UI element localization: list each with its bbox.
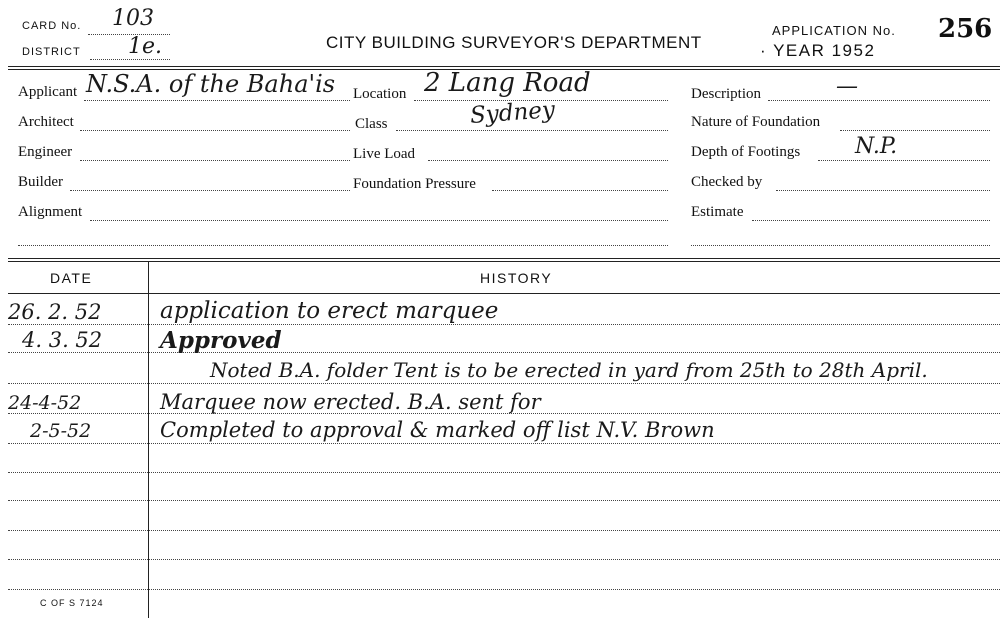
history-text: application to erect marquee xyxy=(160,298,499,324)
foundation-pressure-dotline xyxy=(492,190,668,191)
foundation-pressure-label: Foundation Pressure xyxy=(353,176,476,192)
alignment-dotline-2 xyxy=(18,245,668,246)
history-rule-top-2 xyxy=(8,261,1000,262)
history-date: 24-4-52 xyxy=(8,392,82,414)
depth-of-footings-label: Depth of Footings xyxy=(691,144,801,160)
builder-dotline xyxy=(70,190,350,191)
engineer-dotline xyxy=(80,160,350,161)
estimate-label: Estimate xyxy=(691,204,744,220)
description-dotline xyxy=(768,100,990,101)
applicant-dotline xyxy=(84,100,350,101)
description-value: — xyxy=(836,74,858,99)
history-text: Noted B.A. folder Tent is to be erected in yard from 25th to 28th April. xyxy=(210,358,928,382)
nature-of-foundation-label: Nature of Foundation xyxy=(691,114,821,130)
history-row-line xyxy=(8,472,1000,473)
estimate-dotline-2 xyxy=(691,245,990,246)
history-text: Completed to approval & marked off list N.V. Brown xyxy=(160,418,715,442)
history-date: 26. 2. 52 xyxy=(8,300,102,324)
location-value: 2 Lang Road xyxy=(424,68,591,98)
alignment-label: Alignment xyxy=(18,204,83,220)
checked-by-dotline xyxy=(776,190,990,191)
depth-of-footings-dotline xyxy=(818,160,990,161)
history-row-line xyxy=(8,559,1000,560)
nature-of-foundation-dotline xyxy=(840,130,990,131)
header-rule-top xyxy=(8,66,1000,67)
builder-label: Builder xyxy=(18,174,63,190)
applicant-value: N.S.A. of the Baha'is xyxy=(86,70,336,98)
form-code: C OF S 7124 xyxy=(40,598,104,608)
district-value: 1e. xyxy=(128,34,163,59)
history-row-line xyxy=(8,383,1000,384)
estimate-dotline xyxy=(752,220,990,221)
card-no-value: 103 xyxy=(112,6,154,31)
card-no-label: CARD No. xyxy=(22,20,82,32)
department-title: CITY BUILDING SURVEYOR'S DEPARTMENT xyxy=(326,33,702,52)
alignment-dotline xyxy=(90,220,668,221)
engineer-label: Engineer xyxy=(18,144,73,160)
location-label: Location xyxy=(353,86,407,102)
district-label: DISTRICT xyxy=(22,46,81,58)
depth-of-footings-value: N.P. xyxy=(855,134,898,159)
history-date: 4. 3. 52 xyxy=(22,328,103,352)
history-row-line xyxy=(8,589,1000,590)
application-no-value: 256 xyxy=(938,14,993,44)
history-date: 2-5-52 xyxy=(30,420,92,442)
history-row-line xyxy=(8,530,1000,531)
history-column-header: HISTORY xyxy=(480,270,553,286)
history-rule-top xyxy=(8,258,1000,259)
history-row-line xyxy=(8,500,1000,501)
history-row-line xyxy=(8,443,1000,444)
history-row-line xyxy=(8,352,1000,353)
history-header-rule xyxy=(8,293,1000,294)
district-dotline xyxy=(90,59,170,60)
history-row-line xyxy=(8,324,1000,325)
class-value: Sydney xyxy=(469,97,556,129)
application-no-label: APPLICATION No. xyxy=(772,23,896,38)
year-text: YEAR 1952 xyxy=(773,41,876,60)
class-dotline xyxy=(396,130,668,131)
history-text: Marquee now erected. B.A. sent for xyxy=(160,390,541,414)
architect-dotline xyxy=(80,130,350,131)
architect-label: Architect xyxy=(18,114,74,130)
year-label: · YEAR 1952 xyxy=(760,41,876,60)
date-column-divider xyxy=(148,262,149,618)
checked-by-label: Checked by xyxy=(691,174,763,190)
live-load-dotline xyxy=(428,160,668,161)
live-load-label: Live Load xyxy=(353,146,416,162)
date-column-header: DATE xyxy=(50,270,93,286)
class-label: Class xyxy=(355,116,388,132)
applicant-label: Applicant xyxy=(18,84,78,100)
description-label: Description xyxy=(691,86,761,102)
history-text: Approved xyxy=(160,327,282,354)
